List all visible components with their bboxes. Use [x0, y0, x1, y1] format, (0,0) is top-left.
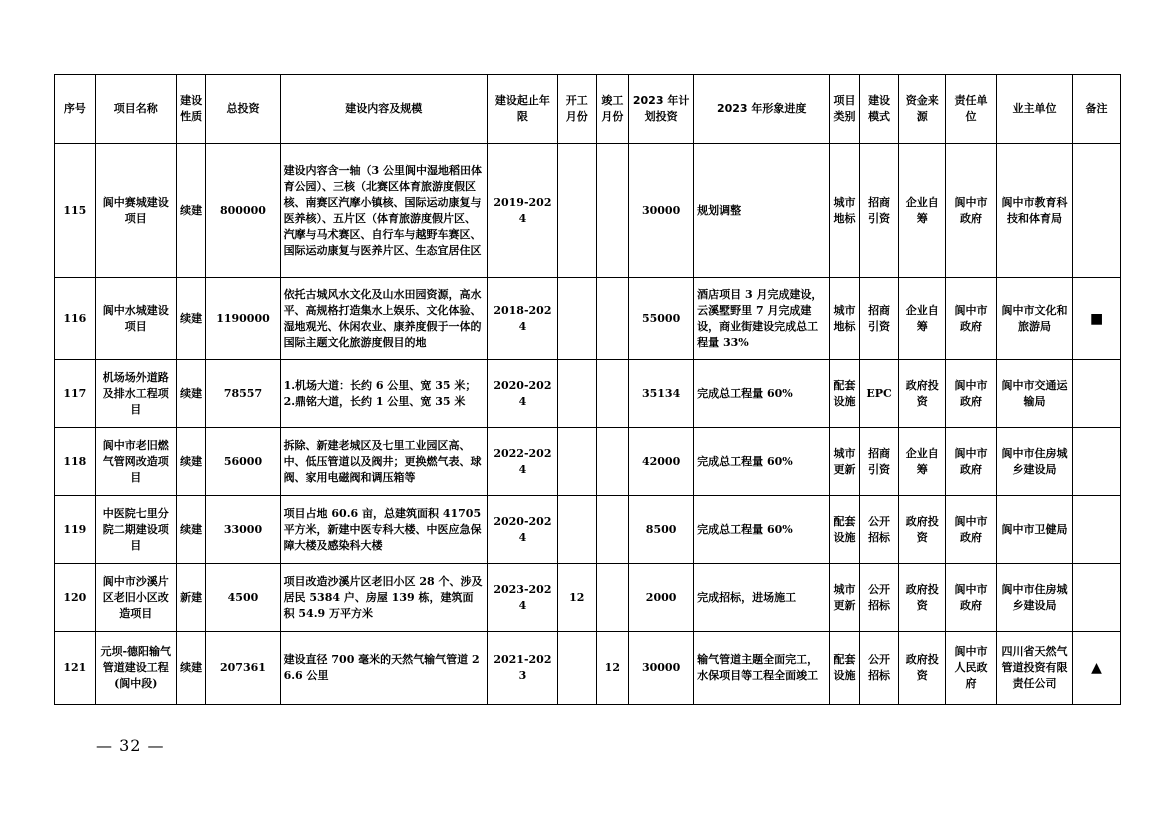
header-cell: 业主单位	[996, 75, 1072, 144]
header-cell: 建设性质	[176, 75, 205, 144]
cell-years: 2021-2023	[487, 632, 557, 705]
header-row	[55, 75, 1121, 144]
cell-total: 207361	[206, 632, 280, 705]
cell-progress: 完成总工程量 60%	[694, 496, 830, 564]
header-cell: 建设模式	[859, 75, 899, 144]
cell-category: 配套设施	[830, 632, 859, 705]
cell-end	[596, 278, 629, 360]
cell-content: 1.机场大道：长约 6 公里、宽 35 米；2.鼎铭大道，长约 1 公里、宽 35 米	[280, 360, 487, 428]
cell-mode: 公开招标	[859, 564, 899, 632]
cell-start	[557, 496, 596, 564]
table-row	[55, 564, 1121, 632]
cell-fund: 政府投资	[899, 632, 946, 705]
cell-category: 城市更新	[830, 564, 859, 632]
cell-years: 2020-2024	[487, 360, 557, 428]
cell-fund: 企业自筹	[899, 278, 946, 360]
cell-content: 拆除、新建老城区及七里工业园区高、中、低压管道以及阀井；更换燃气表、球阀、家用电磁阀和调压箱等	[280, 428, 487, 496]
cell-owner: 阆中市住房城乡建设局	[996, 428, 1072, 496]
cell-start	[557, 278, 596, 360]
cell-category: 城市更新	[830, 428, 859, 496]
cell-progress: 规划调整	[694, 144, 830, 278]
cell-total: 800000	[206, 144, 280, 278]
cell-mode: EPC	[859, 360, 899, 428]
cell-fund: 政府投资	[899, 496, 946, 564]
table-row	[55, 496, 1121, 564]
cell-no: 118	[55, 428, 96, 496]
cell-plan: 35134	[629, 360, 694, 428]
cell-content: 项目占地 60.6 亩，总建筑面积 41705 平方米，新建中医专科大楼、中医应急保障大楼及感染科大楼	[280, 496, 487, 564]
cell-start	[557, 632, 596, 705]
cell-nature: 新建	[176, 564, 205, 632]
cell-no: 115	[55, 144, 96, 278]
cell-name: 机场场外道路及排水工程项目	[95, 360, 176, 428]
cell-note	[1073, 360, 1121, 428]
cell-owner: 阆中市住房城乡建设局	[996, 564, 1072, 632]
cell-name: 阆中赛城建设项目	[95, 144, 176, 278]
table-row	[55, 632, 1121, 705]
cell-category: 配套设施	[830, 360, 859, 428]
cell-nature: 续建	[176, 144, 205, 278]
cell-nature: 续建	[176, 496, 205, 564]
cell-end	[596, 564, 629, 632]
table-row	[55, 360, 1121, 428]
cell-category: 城市地标	[830, 144, 859, 278]
header-cell: 2023 年计划投资	[629, 75, 694, 144]
cell-name: 阆中市沙溪片区老旧小区改造项目	[95, 564, 176, 632]
cell-total: 1190000	[206, 278, 280, 360]
cell-fund: 企业自筹	[899, 144, 946, 278]
cell-category: 配套设施	[830, 496, 859, 564]
cell-note: ▲	[1073, 632, 1121, 705]
cell-resp: 阆中市政府	[946, 278, 997, 360]
cell-nature: 续建	[176, 278, 205, 360]
cell-plan: 42000	[629, 428, 694, 496]
header-cell: 项目类别	[830, 75, 859, 144]
cell-plan: 30000	[629, 632, 694, 705]
header-cell: 建设起止年限	[487, 75, 557, 144]
cell-mode: 公开招标	[859, 632, 899, 705]
cell-nature: 续建	[176, 632, 205, 705]
cell-plan: 30000	[629, 144, 694, 278]
cell-owner: 阆中市卫健局	[996, 496, 1072, 564]
cell-owner: 阆中市文化和旅游局	[996, 278, 1072, 360]
cell-name: 中医院七里分院二期建设项目	[95, 496, 176, 564]
cell-end	[596, 496, 629, 564]
header-cell: 竣工月份	[596, 75, 629, 144]
cell-resp: 阆中市政府	[946, 564, 997, 632]
cell-start	[557, 428, 596, 496]
cell-note: ■	[1073, 278, 1121, 360]
project-table	[54, 74, 1121, 705]
cell-end: 12	[596, 632, 629, 705]
cell-start	[557, 360, 596, 428]
header-cell: 备注	[1073, 75, 1121, 144]
header-cell: 项目名称	[95, 75, 176, 144]
cell-owner: 阆中市教育科技和体育局	[996, 144, 1072, 278]
cell-start: 12	[557, 564, 596, 632]
cell-end	[596, 144, 629, 278]
header-cell: 资金来源	[899, 75, 946, 144]
cell-progress: 输气管道主题全面完工，水保项目等工程全面竣工	[694, 632, 830, 705]
header-cell: 序号	[55, 75, 96, 144]
header-cell: 开工月份	[557, 75, 596, 144]
cell-total: 4500	[206, 564, 280, 632]
cell-owner: 四川省天然气管道投资有限责任公司	[996, 632, 1072, 705]
table-row	[55, 278, 1121, 360]
cell-end	[596, 360, 629, 428]
table-row	[55, 144, 1121, 278]
table-body	[55, 144, 1121, 705]
cell-no: 116	[55, 278, 96, 360]
cell-fund: 政府投资	[899, 564, 946, 632]
cell-mode: 公开招标	[859, 496, 899, 564]
cell-content: 项目改造沙溪片区老旧小区 28 个、涉及居民 5384 户、房屋 139 栋，建筑面积 54.9 万平方米	[280, 564, 487, 632]
cell-end	[596, 428, 629, 496]
cell-progress: 完成总工程量 60%	[694, 360, 830, 428]
cell-content: 建设直径 700 毫米的天然气输气管道 26.6 公里	[280, 632, 487, 705]
cell-resp: 阆中市政府	[946, 144, 997, 278]
page-number: — 32 —	[96, 736, 165, 755]
cell-progress: 完成招标，进场施工	[694, 564, 830, 632]
header-cell: 责任单位	[946, 75, 997, 144]
cell-progress: 完成总工程量 60%	[694, 428, 830, 496]
header-cell: 2023 年形象进度	[694, 75, 830, 144]
cell-name: 阆中水城建设项目	[95, 278, 176, 360]
cell-no: 117	[55, 360, 96, 428]
table-row	[55, 428, 1121, 496]
cell-resp: 阆中市政府	[946, 360, 997, 428]
cell-years: 2022-2024	[487, 428, 557, 496]
cell-no: 120	[55, 564, 96, 632]
header-cell: 建设内容及规模	[280, 75, 487, 144]
cell-years: 2023-2024	[487, 564, 557, 632]
cell-progress: 酒店项目 3 月完成建设，云溪墅野里 7 月完成建设，商业街建设完成总工程量 33%	[694, 278, 830, 360]
cell-years: 2018-2024	[487, 278, 557, 360]
cell-plan: 55000	[629, 278, 694, 360]
cell-years: 2019-2024	[487, 144, 557, 278]
cell-years: 2020-2024	[487, 496, 557, 564]
cell-resp: 阆中市政府	[946, 496, 997, 564]
cell-content: 建设内容含一轴（3 公里阆中湿地稻田体育公园）、三核（北赛区体育旅游度假区核、南赛区汽摩小镇核、国际运动康复与医养核）、五片区（体育旅游度假片区、汽摩与马术赛区、自行车与越野车赛区、国际运动康复与医养片区、生态宜居住区	[280, 144, 487, 278]
cell-name: 元坝-德阳输气管道建设工程(阆中段)	[95, 632, 176, 705]
cell-total: 56000	[206, 428, 280, 496]
cell-no: 121	[55, 632, 96, 705]
cell-mode: 招商引资	[859, 144, 899, 278]
cell-fund: 企业自筹	[899, 428, 946, 496]
cell-mode: 招商引资	[859, 428, 899, 496]
header-cell: 总投资	[206, 75, 280, 144]
cell-nature: 续建	[176, 360, 205, 428]
cell-name: 阆中市老旧燃气管网改造项目	[95, 428, 176, 496]
cell-resp: 阆中市人民政府	[946, 632, 997, 705]
cell-total: 78557	[206, 360, 280, 428]
cell-no: 119	[55, 496, 96, 564]
cell-category: 城市地标	[830, 278, 859, 360]
cell-plan: 8500	[629, 496, 694, 564]
cell-note	[1073, 564, 1121, 632]
cell-resp: 阆中市政府	[946, 428, 997, 496]
cell-start	[557, 144, 596, 278]
cell-note	[1073, 428, 1121, 496]
cell-plan: 2000	[629, 564, 694, 632]
cell-fund: 政府投资	[899, 360, 946, 428]
cell-mode: 招商引资	[859, 278, 899, 360]
cell-note	[1073, 144, 1121, 278]
cell-total: 33000	[206, 496, 280, 564]
cell-note	[1073, 496, 1121, 564]
cell-content: 依托古城风水文化及山水田园资源，高水平、高规格打造集水上娱乐、文化体验、湿地观光、休闲农业、康养度假于一体的国际主题文化旅游度假目的地	[280, 278, 487, 360]
cell-nature: 续建	[176, 428, 205, 496]
cell-owner: 阆中市交通运输局	[996, 360, 1072, 428]
